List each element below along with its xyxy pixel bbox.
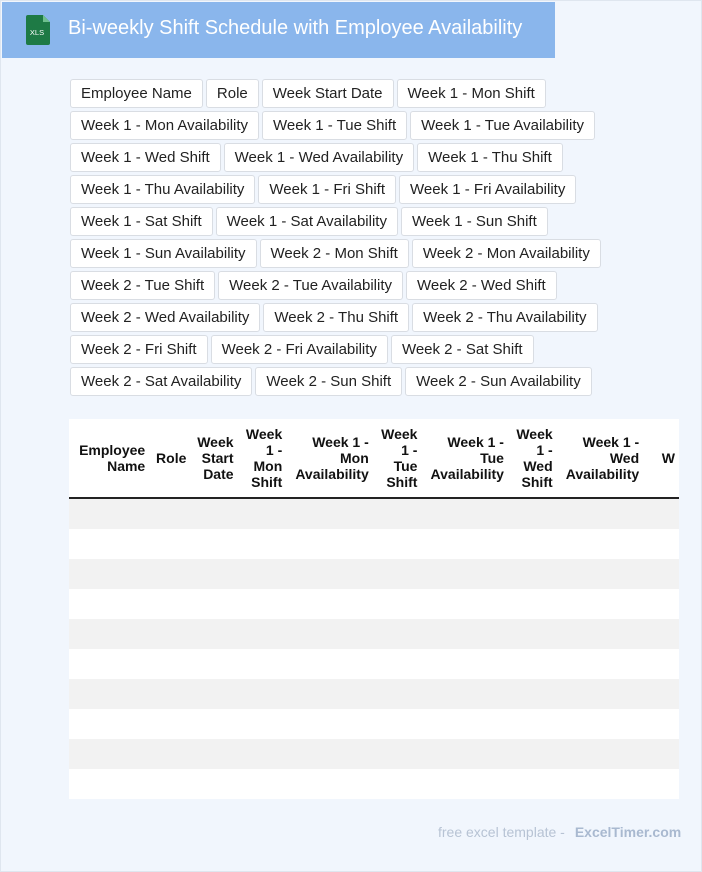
table-cell[interactable] <box>557 559 644 589</box>
title-bar <box>2 2 555 58</box>
column-chip[interactable]: Employee Name <box>70 79 203 108</box>
table-cell[interactable] <box>508 498 557 529</box>
table-cell[interactable] <box>238 769 287 799</box>
column-chip[interactable]: Week 2 - Sat Shift <box>391 335 534 364</box>
column-chip[interactable]: Week 1 - Fri Availability <box>399 175 576 204</box>
column-header[interactable]: W <box>643 419 679 498</box>
table-cell[interactable] <box>508 619 557 649</box>
table-cell[interactable] <box>421 559 508 589</box>
table-cell[interactable] <box>69 709 149 739</box>
table-cell[interactable] <box>190 498 237 529</box>
table-cell[interactable] <box>69 559 149 589</box>
column-header[interactable]: Week Start Date <box>190 419 237 498</box>
table-cell[interactable] <box>149 769 190 799</box>
table-cell[interactable] <box>286 559 373 589</box>
table-cell[interactable] <box>373 739 422 769</box>
column-chip[interactable]: Week 1 - Wed Availability <box>224 143 414 172</box>
column-header[interactable]: Week 1 - Mon Availability <box>286 419 373 498</box>
table-row <box>69 498 679 529</box>
column-chip[interactable]: Week 1 - Sun Availability <box>70 239 257 268</box>
column-chip[interactable]: Week 1 - Sat Availability <box>216 207 398 236</box>
table-cell[interactable] <box>643 498 679 529</box>
table-cell[interactable] <box>557 709 644 739</box>
column-chip[interactable]: Week 2 - Wed Shift <box>406 271 557 300</box>
column-header[interactable]: Role <box>149 419 190 498</box>
table-cell[interactable] <box>508 769 557 799</box>
column-chip[interactable]: Week 1 - Tue Availability <box>410 111 595 140</box>
table-cell[interactable] <box>508 589 557 619</box>
table-cell[interactable] <box>238 619 287 649</box>
table-cell[interactable] <box>421 769 508 799</box>
footer-prefix: free excel template - <box>438 824 565 840</box>
table-cell[interactable] <box>69 739 149 769</box>
table-cell[interactable] <box>421 529 508 559</box>
table-cell[interactable] <box>557 769 644 799</box>
table-row <box>69 709 679 739</box>
table-cell[interactable] <box>286 589 373 619</box>
table-cell[interactable] <box>286 709 373 739</box>
table-cell[interactable] <box>190 649 237 679</box>
table-cell[interactable] <box>643 709 679 739</box>
table-cell[interactable] <box>149 529 190 559</box>
column-chip[interactable]: Week 1 - Wed Shift <box>70 143 221 172</box>
column-chip[interactable]: Week 1 - Sun Shift <box>401 207 548 236</box>
table-row <box>69 529 679 559</box>
column-chip[interactable]: Week 2 - Mon Shift <box>260 239 409 268</box>
table-cell[interactable] <box>238 589 287 619</box>
table-cell[interactable] <box>238 529 287 559</box>
table-cell[interactable] <box>69 769 149 799</box>
schedule-table <box>69 419 679 799</box>
table-cell[interactable] <box>69 529 149 559</box>
table-cell[interactable] <box>238 649 287 679</box>
table-cell[interactable] <box>508 709 557 739</box>
column-chip[interactable]: Week Start Date <box>262 79 394 108</box>
table-cell[interactable] <box>508 679 557 709</box>
table-cell[interactable] <box>149 679 190 709</box>
table-cell[interactable] <box>643 769 679 799</box>
table-row <box>69 649 679 679</box>
column-chip[interactable]: Week 2 - Wed Availability <box>70 303 260 332</box>
table-cell[interactable] <box>286 649 373 679</box>
table-cell[interactable] <box>373 649 422 679</box>
column-chip[interactable]: Week 1 - Tue Shift <box>262 111 407 140</box>
table-row <box>69 679 679 709</box>
table-cell[interactable] <box>190 529 237 559</box>
column-chip[interactable]: Week 1 - Mon Availability <box>70 111 259 140</box>
table-cell[interactable] <box>238 709 287 739</box>
table-row <box>69 739 679 769</box>
table-cell[interactable] <box>643 619 679 649</box>
table-cell[interactable] <box>69 589 149 619</box>
table-cell[interactable] <box>421 498 508 529</box>
table-cell[interactable] <box>149 709 190 739</box>
page-title: Bi-weekly Shift Schedule with Employee Availability <box>68 17 523 39</box>
column-header[interactable]: Week 1 - Mon Shift <box>238 419 287 498</box>
table-cell[interactable] <box>643 589 679 619</box>
column-chip[interactable]: Week 2 - Sat Availability <box>70 367 252 396</box>
table-cell[interactable] <box>373 619 422 649</box>
table-cell[interactable] <box>373 498 422 529</box>
table-cell[interactable] <box>149 559 190 589</box>
table-cell[interactable] <box>238 679 287 709</box>
table-cell[interactable] <box>557 498 644 529</box>
column-chip[interactable]: Week 2 - Sun Availability <box>405 367 592 396</box>
table-row <box>69 559 679 589</box>
column-chip[interactable]: Role <box>206 79 259 108</box>
table-cell[interactable] <box>643 559 679 589</box>
table-cell[interactable] <box>643 649 679 679</box>
table-cell[interactable] <box>190 589 237 619</box>
table-cell[interactable] <box>190 619 237 649</box>
table-cell[interactable] <box>643 529 679 559</box>
table-cell[interactable] <box>557 649 644 679</box>
excel-file-icon <box>24 15 52 45</box>
table-cell[interactable] <box>557 529 644 559</box>
table-cell[interactable] <box>190 769 237 799</box>
column-chip[interactable]: Week 1 - Fri Shift <box>258 175 396 204</box>
column-header[interactable]: Employee Name <box>69 419 149 498</box>
table-cell[interactable] <box>643 679 679 709</box>
svg-text:XLS: XLS <box>29 28 45 37</box>
schedule-table-container[interactable] <box>69 419 679 799</box>
column-chip[interactable]: Week 2 - Tue Availability <box>218 271 403 300</box>
table-cell[interactable] <box>149 739 190 769</box>
table-cell[interactable] <box>373 769 422 799</box>
column-chip[interactable]: Week 2 - Fri Shift <box>70 335 208 364</box>
table-cell[interactable] <box>421 739 508 769</box>
table-row <box>69 769 679 799</box>
table-cell[interactable] <box>69 679 149 709</box>
table-cell[interactable] <box>373 589 422 619</box>
table-cell[interactable] <box>373 529 422 559</box>
table-cell[interactable] <box>238 498 287 529</box>
column-chip[interactable]: Week 1 - Thu Shift <box>417 143 563 172</box>
table-cell[interactable] <box>373 679 422 709</box>
table-row <box>69 589 679 619</box>
table-cell[interactable] <box>69 498 149 529</box>
table-cell[interactable] <box>421 589 508 619</box>
table-cell[interactable] <box>373 559 422 589</box>
column-chip[interactable]: Week 2 - Tue Shift <box>70 271 215 300</box>
table-cell[interactable] <box>286 679 373 709</box>
table-cell[interactable] <box>190 709 237 739</box>
table-cell[interactable] <box>149 589 190 619</box>
table-cell[interactable] <box>508 529 557 559</box>
table-row <box>69 619 679 649</box>
table-cell[interactable] <box>557 739 644 769</box>
column-chip[interactable]: Week 2 - Thu Availability <box>412 303 597 332</box>
table-cell[interactable] <box>421 709 508 739</box>
column-header[interactable]: Week 1 - Wed Availability <box>557 419 644 498</box>
table-cell[interactable] <box>508 649 557 679</box>
table-cell[interactable] <box>190 559 237 589</box>
column-header[interactable]: Week 1 - Tue Availability <box>421 419 508 498</box>
table-cell[interactable] <box>149 498 190 529</box>
table-cell[interactable] <box>238 559 287 589</box>
table-cell[interactable] <box>421 619 508 649</box>
table-cell[interactable] <box>286 739 373 769</box>
table-cell[interactable] <box>557 619 644 649</box>
table-cell[interactable] <box>508 559 557 589</box>
table-cell[interactable] <box>69 619 149 649</box>
table-cell[interactable] <box>508 739 557 769</box>
table-cell[interactable] <box>421 649 508 679</box>
footer <box>438 824 681 840</box>
table-header-row <box>69 419 679 498</box>
table-cell[interactable] <box>286 769 373 799</box>
column-chip-list <box>70 79 610 396</box>
column-header[interactable]: Week 1 - Tue Shift <box>373 419 422 498</box>
column-chip[interactable]: Week 2 - Sun Shift <box>255 367 402 396</box>
table-cell[interactable] <box>421 679 508 709</box>
table-cell[interactable] <box>643 739 679 769</box>
table-cell[interactable] <box>286 529 373 559</box>
footer-brand-link[interactable]: ExcelTimer.com <box>574 824 682 840</box>
column-chip[interactable]: Week 1 - Mon Shift <box>397 79 546 108</box>
table-cell[interactable] <box>149 649 190 679</box>
table-cell[interactable] <box>190 739 237 769</box>
table-cell[interactable] <box>286 498 373 529</box>
table-cell[interactable] <box>557 589 644 619</box>
column-chip[interactable]: Week 1 - Sat Shift <box>70 207 213 236</box>
table-cell[interactable] <box>373 709 422 739</box>
table-cell[interactable] <box>286 619 373 649</box>
column-chip[interactable]: Week 1 - Thu Availability <box>70 175 255 204</box>
table-cell[interactable] <box>238 739 287 769</box>
column-chip[interactable]: Week 2 - Mon Availability <box>412 239 601 268</box>
column-chip[interactable]: Week 2 - Fri Availability <box>211 335 388 364</box>
table-cell[interactable] <box>190 679 237 709</box>
table-cell[interactable] <box>557 679 644 709</box>
table-cell[interactable] <box>149 619 190 649</box>
table-cell[interactable] <box>69 649 149 679</box>
column-header[interactable]: Week 1 - Wed Shift <box>508 419 557 498</box>
column-chip[interactable]: Week 2 - Thu Shift <box>263 303 409 332</box>
